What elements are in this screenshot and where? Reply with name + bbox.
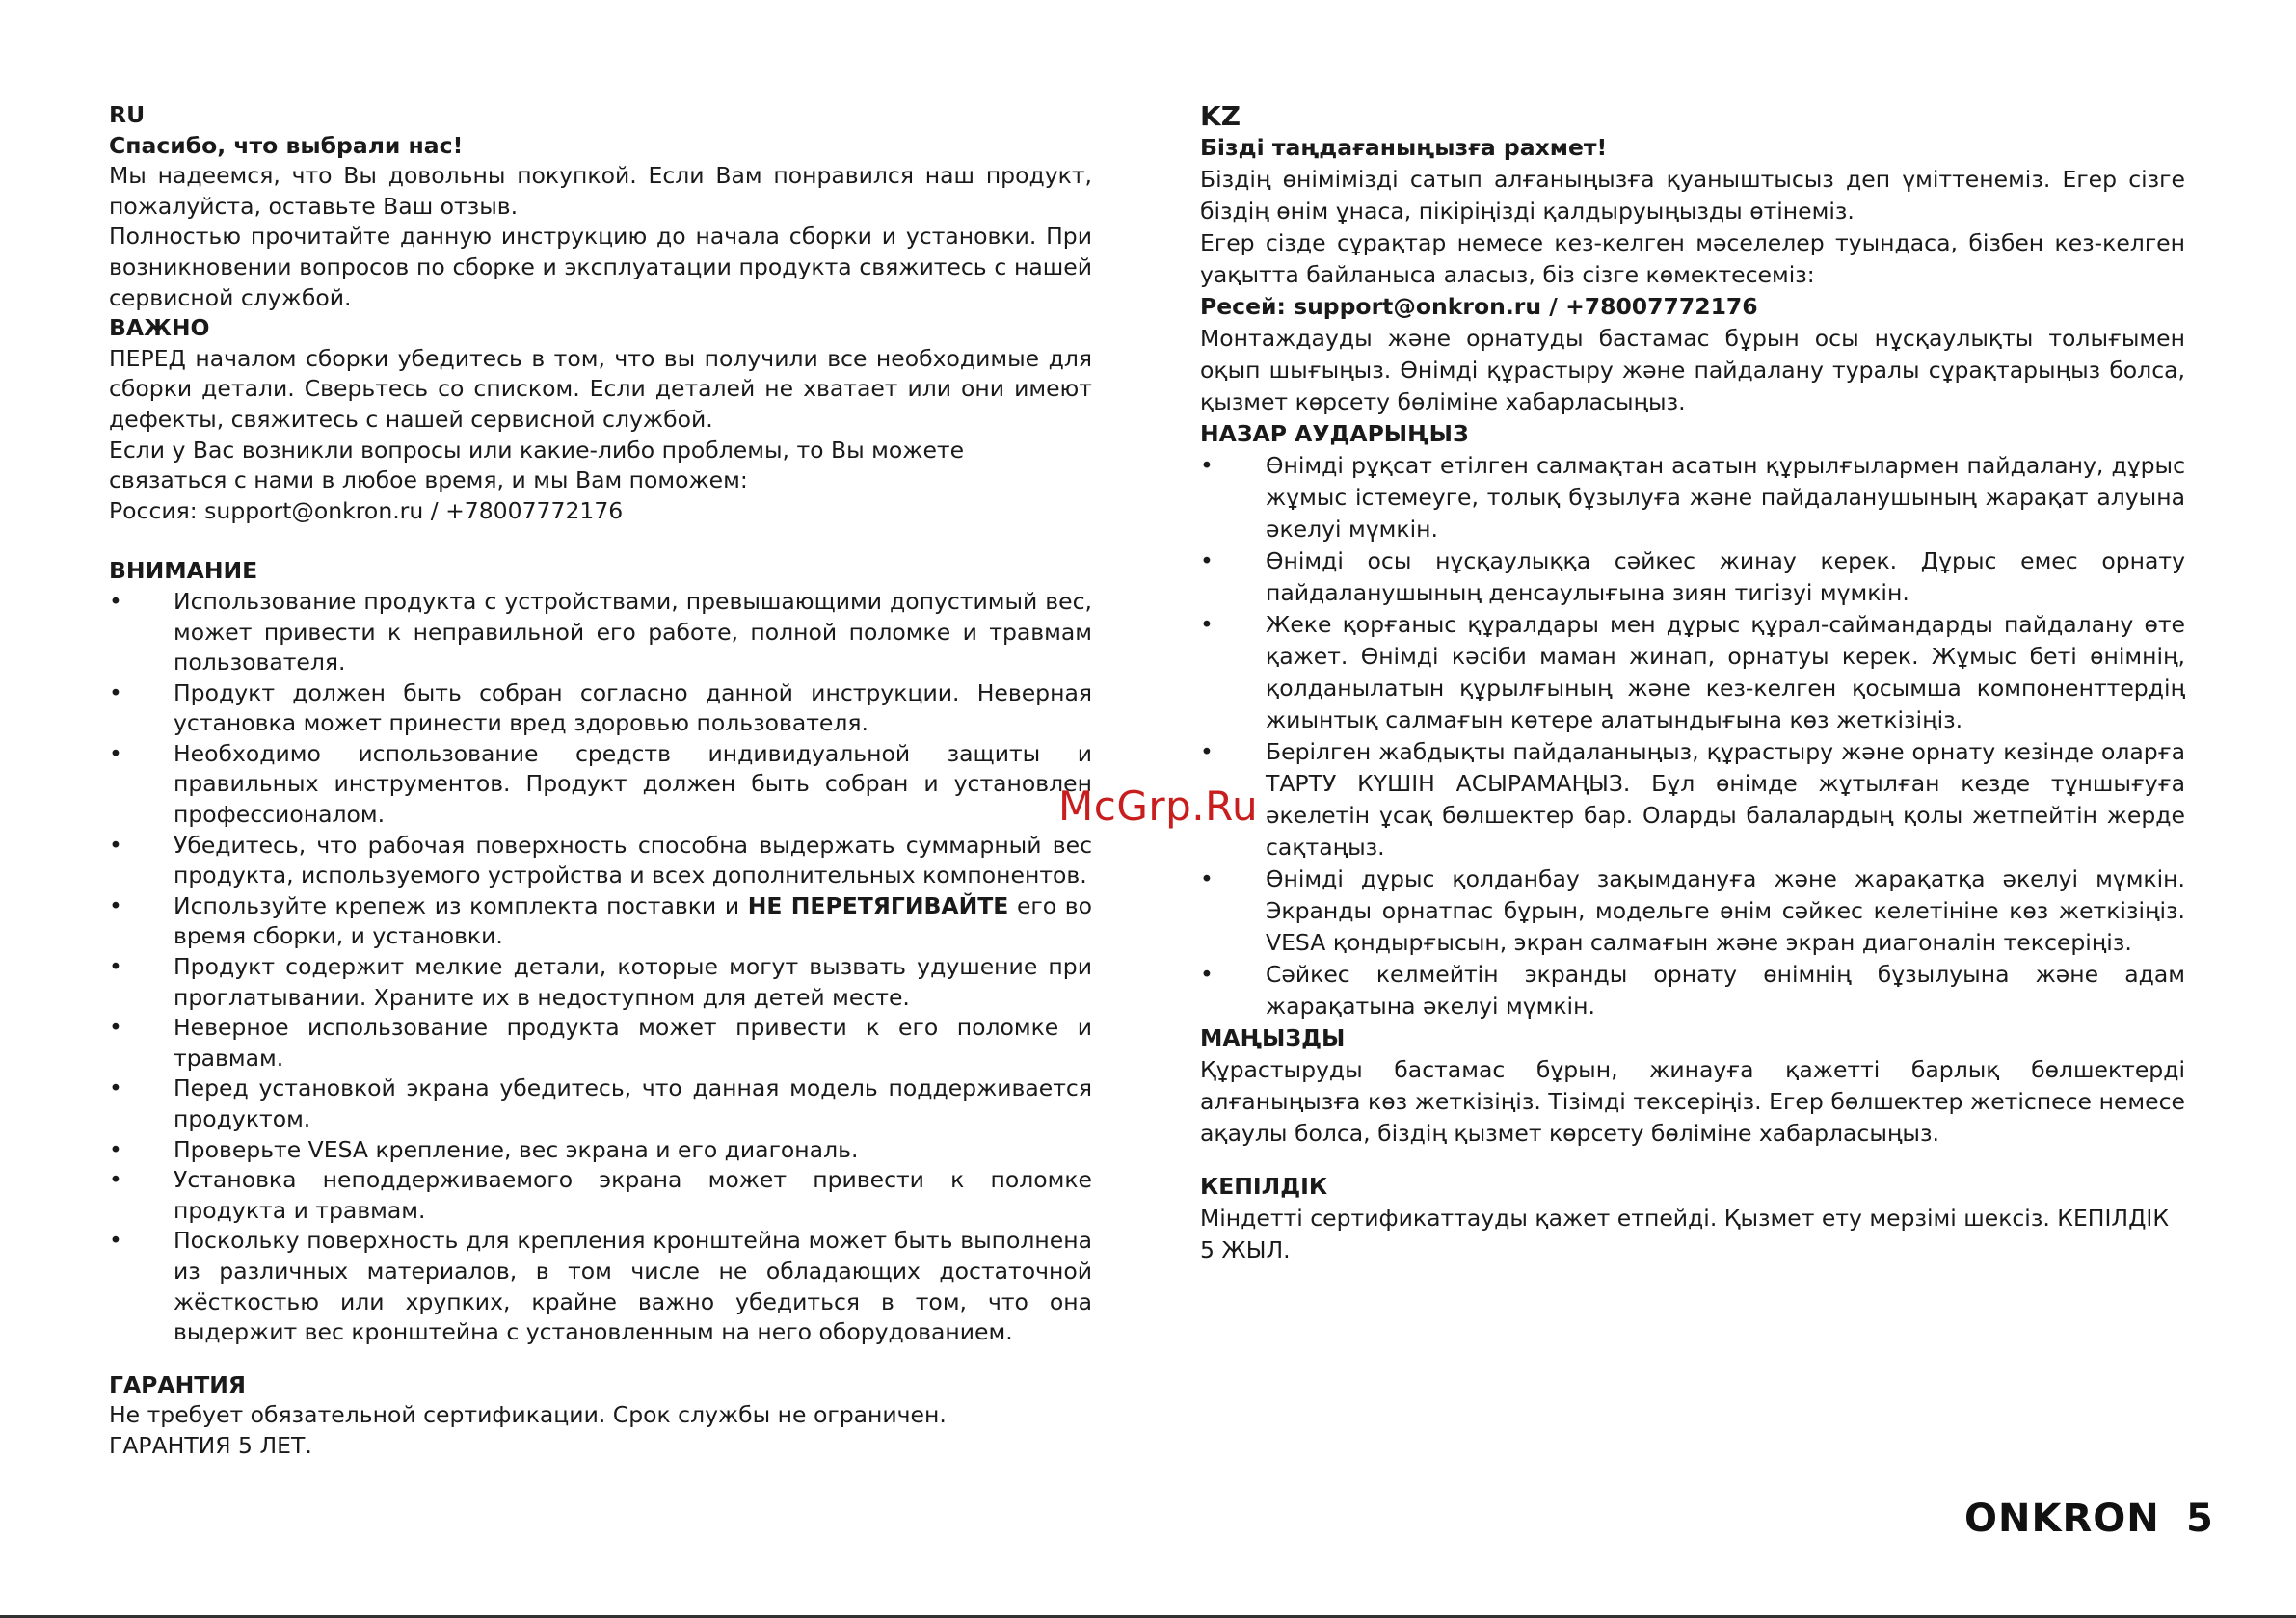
- ru-warranty-2: ГАРАНТИЯ 5 ЛЕТ.: [109, 1431, 312, 1459]
- list-item: • Өнімді осы нұсқаулыққа сәйкес жинау керек. Дұрыс емес орнату пайдаланушының денсаулығына зиян тигізуі мүмкін.: [1200, 545, 2185, 609]
- ru-attention-list: [109, 587, 1092, 1348]
- watermark: McGrp.Ru: [1058, 782, 1259, 830]
- kz-intro-3: Монтаждауды және орнатуды бастамас бұрын осы нұсқаулықты толығымен оқып шығыңыз. Өнімді құрастыру және пайдалану туралы сұрақтарыңыз болса, қызмет көрсету бөліміне хабарласыңыз.: [1200, 324, 2185, 415]
- ru-attention-heading: ВНИМАНИЕ: [109, 557, 258, 585]
- kz-thanks-heading: Бізді таңдағаныңызға рахмет!: [1200, 134, 1608, 161]
- list-item: • Необходимо использование средств индивидуальной защиты и правильных инструментов. Продукт должен быть собран и установлен профессионалом.: [109, 739, 1092, 831]
- list-item: • Сәйкес келмейтін экранды орнату өнімнің бұзылуына және адам жарақатына әкелуі мүмкін.: [1200, 959, 2185, 1022]
- kz-contact: Ресей: support@onkron.ru / +78007772176: [1200, 292, 1758, 320]
- ru-column: [109, 100, 1092, 1462]
- kz-intro-2: Егер сізде сұрақтар немесе кез-келген мәселелер туындаса, бізбен кез-келген уақытта байланыса аласыз, біз сізге көмектесеміз:: [1200, 228, 2185, 288]
- list-item: • Использование продукта с устройствами, превышающими допустимый вес, может привести к неправильной его работе, полной поломке и травмам пользователя.: [109, 587, 1092, 678]
- kz-intro-1: Біздің өнімімізді сатып алғаныңызға қуаныштысыз деп үміттенеміз. Егер сізге біздің өнім ұнаса, пікіріңізді қалдыруыңызды өтінеміз.: [1200, 165, 2185, 225]
- kz-column: [1200, 100, 2185, 1266]
- kz-attention-heading: НАЗАР АУДАРЫҢЫЗ: [1200, 419, 1469, 447]
- list-item: • Установка неподдерживаемого экрана может привести к поломке продукта и травмам.: [109, 1165, 1092, 1226]
- list-item: • Убедитесь, что рабочая поверхность способна выдержать суммарный вес продукта, используемого устройства и всех дополнительных компонентов.: [109, 831, 1092, 891]
- list-item: • Продукт содержит мелкие детали, которые могут вызвать удушение при проглатывании. Храните их в недоступном для детей месте.: [109, 952, 1092, 1013]
- ru-intro-1: Мы надеемся, что Вы довольны покупкой. Если Вам понравился наш продукт, пожалуйста, оставьте Ваш отзыв.: [109, 162, 1092, 220]
- brand-logo: ONKRON: [1964, 1497, 2160, 1541]
- ru-contact: Россия: support@onkron.ru / +78007772176: [109, 496, 624, 524]
- list-item: • Берілген жабдықты пайдаланыңыз, құрастыру және орнату кезінде оларға ТАРТУ КҮШІН АСЫРАМАҢЫЗ. Бұл өнімде жұтылған кезде тұншығуға әкелетін ұсақ бөлшектер бар. Оларды балалардың қолы жетпейтін жерде сақтаңыз.: [1200, 736, 2185, 863]
- kz-lang-label: KZ: [1200, 100, 1241, 132]
- list-item-bold-text: НЕ ПЕРЕТЯГИВАЙТЕ: [747, 891, 1009, 919]
- ru-thanks-heading: Спасибо, что выбрали нас!: [109, 131, 464, 159]
- ru-warranty-1: Не требует обязательной сертификации. Срок службы не ограничен.: [109, 1401, 947, 1429]
- ru-important-2: Если у Вас возникли вопросы или какие-либо проблемы, то Вы можете связаться с нами в любое время, и мы Вам поможем:: [109, 436, 965, 494]
- kz-warranty-heading: КЕПІЛДІК: [1200, 1172, 1328, 1200]
- ru-warranty-heading: ГАРАНТИЯ: [109, 1370, 247, 1398]
- ru-intro-2: Полностью прочитайте данную инструкцию до начала сборки и установки. При возникновении вопросов по сборке и эксплуатации продукта свяжитесь с нашей сервисной службой.: [109, 223, 1092, 311]
- list-item: [109, 891, 1092, 952]
- list-item-text: его во время сборки, и установки.: [174, 891, 1092, 950]
- page-number: 5: [2186, 1497, 2213, 1541]
- kz-warranty: Міндетті сертификаттауды қажет етпейді. Қызмет ету мерзімі шексіз. КЕПІЛДІК 5 ЖЫЛ.: [1200, 1204, 2170, 1263]
- kz-attention-list: [1200, 450, 2185, 1022]
- list-item: • Проверьте VESA крепление, вес экрана и его диагональ.: [109, 1135, 1092, 1166]
- list-item: • Продукт должен быть собран согласно данной инструкции. Неверная установка может принести вред здоровью пользователя.: [109, 678, 1092, 739]
- ru-important-heading: ВАЖНО: [109, 314, 210, 342]
- list-item-text: Используйте крепеж из комплекта поставки и: [174, 891, 748, 919]
- ru-lang-label: RU: [109, 101, 146, 128]
- list-item: • Неверное использование продукта может привести к его поломке и травмам.: [109, 1013, 1092, 1074]
- list-item: • Жеке қорғаныс құралдары мен дұрыс құрал-саймандарды пайдалану өте қажет. Өнімді кәсіби маман жинап, орнатуы керек. Жұмыс беті өнімнің, қолданылатын құрылғының және кез-келген қосымша компоненттердің жиынтық салмағын көтере алатындығына көз жеткізіңіз.: [1200, 609, 2185, 736]
- kz-important-heading: МАҢЫЗДЫ: [1200, 1023, 1346, 1051]
- list-item: • Поскольку поверхность для крепления кронштейна может быть выполнена из различных материалов, в том числе не обладающих достаточной жёсткостью или хрупких, крайне важно убедиться в том, что она выдержит вес кронштейна с установленным на него оборудованием.: [109, 1226, 1092, 1347]
- list-item: • Перед установкой экрана убедитесь, что данная модель поддерживается продуктом.: [109, 1074, 1092, 1134]
- list-item: • Өнімді рұқсат етілген салмақтан асатын құрылғылармен пайдалану, дұрыс жұмыс істемеуге, толық бұзылуға және пайдаланушының жарақат алуына әкелуі мүмкін.: [1200, 450, 2185, 545]
- list-item: • Өнімді дұрыс қолданбау зақымдануға және жарақатқа әкелуі мүмкін. Экранды орнатпас бұрын, модельге өнім сәйкес келетініне көз жеткізіңіз. VESA қондырғысын, экран салмағын және экран диагоналін тексеріңіз.: [1200, 863, 2185, 959]
- ru-important-1: ПЕРЕД началом сборки убедитесь в том, что вы получили все необходимые для сборки детали. Сверьтесь со списком. Если деталей не хватает или они имеют дефекты, свяжитесь с нашей сервисной службой.: [109, 344, 1092, 433]
- kz-important: Құрастыруды бастамас бұрын, жинауға қажетті барлық бөлшектерді алғаныңызға көз жеткізіңіз. Тізімді тексеріңіз. Егер бөлшектер жетіспесе немесе ақаулы болса, біздің қызмет көрсету бөліміне хабарласыңыз.: [1200, 1055, 2185, 1147]
